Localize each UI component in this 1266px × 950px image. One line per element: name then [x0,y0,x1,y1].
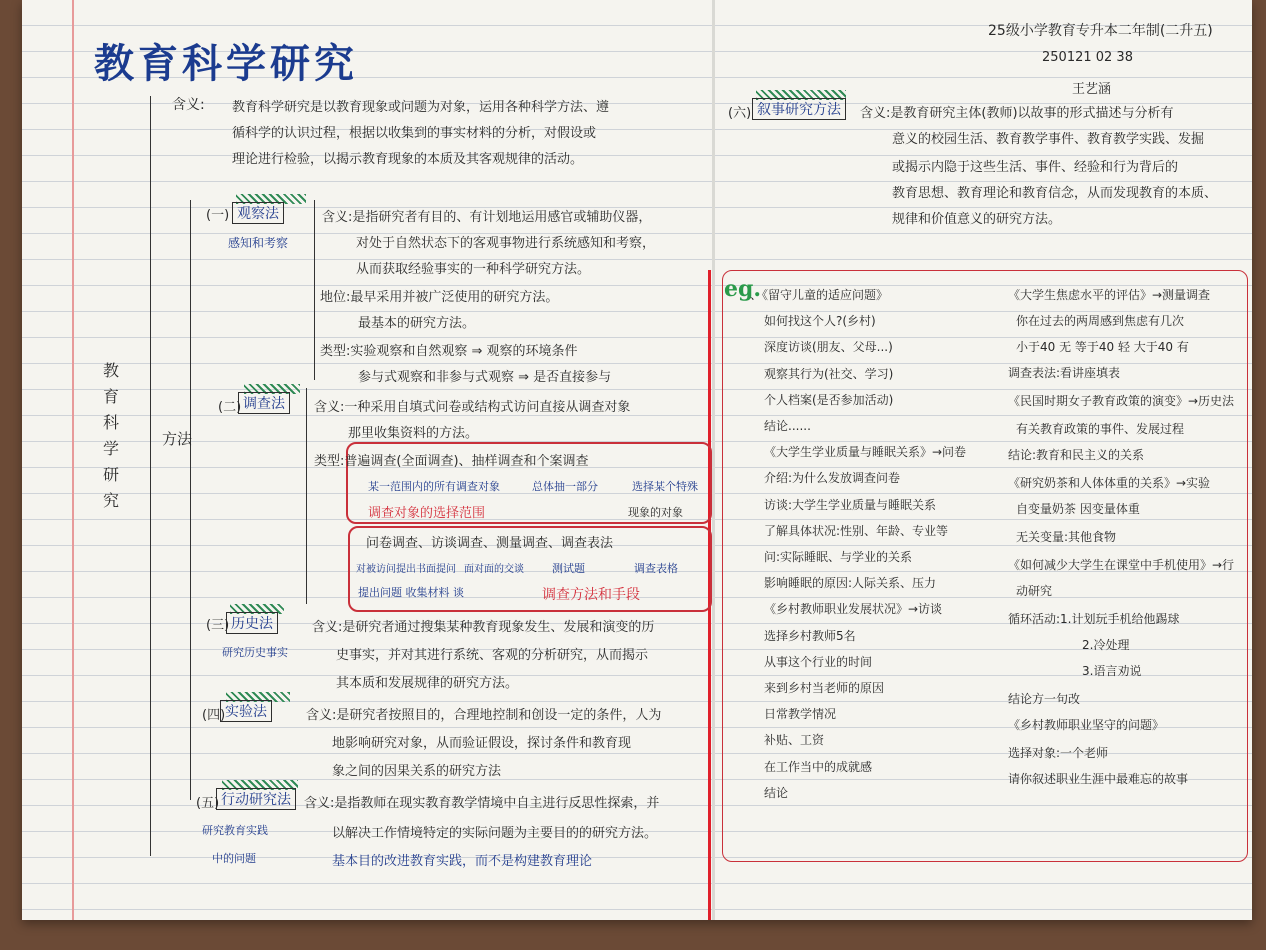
survey-note: 调查表格 [634,562,678,575]
experiment-tag: (四) [202,708,226,723]
narrative-tag: (六) [728,106,752,121]
survey-def: 那里收集资料的方法。 [348,426,479,441]
narrative-def: 或揭示内隐于这些生活、事件、经验和行为背后的 [892,160,1179,175]
example-right-line: 请你叙述职业生涯中最难忘的故事 [1008,772,1189,786]
survey-note: 总体抽一部分 [532,480,598,493]
observation-brace [314,200,315,380]
example-left-line: 深度访谈(朋友、父母...) [764,340,893,355]
definition-line: 循科学的认识过程，根据以收集到的事实材料的分析，对假设或 [232,126,597,141]
survey-note: 面对面的交谈 [464,564,524,575]
history-def: 其本质和发展规律的研究方法。 [336,676,519,691]
side-char: 教 [102,361,119,380]
narrative-def: 含义:是教育研究主体(教师)以故事的形式描述与分析有 [860,106,1174,121]
examples-label: eg. [724,276,762,302]
example-left-line: 结论 [764,785,789,800]
example-left-line: 来到乡村当老师的原因 [764,681,885,695]
history-def: 史事实，并对其进行系统、客观的分析研究，从而揭示 [336,648,649,663]
example-right-line: 小于40 无 等于40 轻 大于40 有 [1016,340,1189,354]
action-sub: 研究教育实践 [202,824,268,837]
observation-def: 含义:是指研究者有目的、有计划地运用感官或辅助仪器， [322,210,652,225]
survey-types: 问卷调查、访谈调查、测量调查、调查表法 [366,536,614,551]
example-left-line: 在工作当中的成就感 [764,759,873,774]
methods-brace [190,200,191,800]
survey-method-note: 调查方法和手段 [542,587,640,603]
experiment-heading: 实验法 [220,700,272,722]
action-def: 以解决工作情境特定的实际问题为主要目的的研究方法。 [332,826,658,841]
example-right-line: 《民国时期女子教育政策的演变》→历史法 [1008,394,1235,408]
survey-note: 现象的对象 [628,506,683,519]
example-right-line: 动研究 [1016,584,1053,598]
survey-note: 选择某个特殊 [632,480,698,493]
experiment-def: 象之间的因果关系的研究方法 [332,764,502,779]
observation-position: 地位:最早采用并被广泛使用的研究方法。 [320,290,559,305]
example-left-line: 日常教学情况 [764,707,837,722]
narrative-def: 教育思想、教育理论和教育信念，从而发现教育的本质、 [892,186,1218,201]
example-right-line: 选择对象:一个老师 [1008,746,1109,760]
example-right-line: 结论方一句改 [1008,692,1081,706]
example-left-line: 了解具体状况:性别、年龄、专业等 [764,523,949,538]
narrative-def: 意义的校园生活、教育教学事件、教育教学实践、发掘 [892,132,1205,147]
survey-types: 类型:普遍调查(全面调查)、抽样调查和个案调查 [314,454,589,469]
survey-note: 对被访问提出书面提问 [356,564,456,575]
observation-def: 从而获取经验事实的一种科学研究方法。 [356,262,591,277]
example-left-line: 结论...... [764,419,811,433]
survey-note: 某一范围内的所有调查对象 [368,480,500,493]
survey-note-red: 调查对象的选择范围 [368,506,486,521]
example-right-line: 《如何减少大学生在课堂中手机使用》→行 [1008,558,1235,572]
action-def: 含义:是指教师在现实教育教学情境中自主进行反思性探索，并 [304,796,660,811]
survey-note: 提出问题 收集材料 谈 [358,586,464,599]
example-left-line: 问:实际睡眠、与学业的关系 [764,550,913,564]
history-sub: 研究历史事实 [222,646,288,659]
action-tag: (五) [196,796,220,811]
example-left-line: 访谈:大学生学业质量与睡眠关系 [764,497,937,512]
example-left-line: 观察其行为(社交、学习) [764,366,894,381]
example-right-line: 3.语言劝说 [1082,664,1142,678]
student-name: 王艺涵 [1072,82,1112,97]
definition-line: 理论进行检验，以揭示教育现象的本质及其客观规律的活动。 [232,152,584,167]
example-left-line: 个人档案(是否参加活动) [764,392,894,407]
action-heading: 行动研究法 [216,788,296,810]
survey-note: 测试题 [552,562,585,575]
student-id: 250121 02 38 [1042,50,1133,65]
narrative-heading: 叙事研究方法 [752,98,846,120]
observation-heading: 观察法 [232,202,284,224]
example-right-line: 有关教育政策的事件、发展过程 [1016,422,1185,436]
example-right-line: 《大学生焦虑水平的评估》→测量调查 [1008,288,1211,302]
observation-types: 类型:实验观察和自然观察 ⇒ 观察的环境条件 [320,344,578,359]
side-char: 科 [102,413,119,432]
margin-line [72,0,74,920]
example-left-line: 从事这个行业的时间 [764,654,873,669]
observation-tag: (一) [206,208,230,223]
example-right-line: 你在过去的两周感到焦虑有几次 [1016,314,1185,328]
example-right-line: 循环活动:1.计划玩手机给他踢球 [1008,612,1180,626]
history-tag: (三) [206,618,230,633]
example-left-line: 补贴、工资 [764,733,825,748]
example-right-line: 结论:教育和民主义的关系 [1008,448,1145,462]
definition-label: 含义: [172,97,205,113]
example-left-line: 影响睡眠的原因:人际关系、压力 [764,576,937,591]
history-def: 含义:是研究者通过搜集某种教育现象发生、发展和演变的历 [312,620,655,635]
class-info: 25级小学教育专升本二年制(二升五) [988,23,1213,39]
page-fold [712,0,715,920]
survey-heading: 调查法 [238,392,290,414]
experiment-def: 含义:是研究者按照目的，合理地控制和创设一定的条件，人为 [306,708,662,723]
side-label [100,358,122,514]
example-left-line: 选择乡村教师5名 [764,628,856,643]
notebook-page [22,0,1252,920]
example-right-line: 调查表法:看讲座填表 [1008,366,1121,380]
example-left-line: 介绍:为什么发放调查问卷 [764,471,901,486]
main-brace [150,96,151,856]
example-left-line: 如何找这个人?(乡村) [764,314,876,329]
narrative-def: 规律和价值意义的研究方法。 [892,212,1062,227]
definition-line: 教育科学研究是以教育现象或问题为对象，运用各种科学方法、遵 [232,100,610,115]
example-left-line: 《乡村教师职业发展状况》→访谈 [764,602,943,617]
experiment-def: 地影响研究对象，从而验证假设，探讨条件和教育现 [332,736,632,751]
action-sub: 中的问题 [212,852,256,865]
side-char: 究 [102,491,119,510]
side-char: 育 [102,387,119,406]
observation-sub: 感知和考察 [228,236,289,250]
side-char: 研 [102,465,119,484]
survey-def: 含义:一种采用自填式问卷或结构式访问直接从调查对象 [314,400,631,415]
example-left-line: 《大学生学业质量与睡眠关系》→问卷 [764,445,967,460]
example-right-line: 《乡村教师职业坚守的问题》 [1008,718,1165,732]
action-def: 基本目的改进教育实践，而不是构建教育理论 [332,854,593,869]
example-right-line: 无关变量:其他食物 [1016,530,1117,544]
survey-tag: (二) [218,400,242,415]
observation-position: 最基本的研究方法。 [358,316,476,331]
history-heading: 历史法 [226,612,278,634]
side-char: 学 [102,439,119,458]
example-right-line: 自变量奶茶 因变量体重 [1016,502,1140,516]
observation-types: 参与式观察和非参与式观察 ⇒ 是否直接参与 [358,370,612,385]
page-title: 教育科学研究 [94,41,358,87]
example-right-line: 2.冷处理 [1082,638,1130,652]
example-left-line: 、《留守儿童的适应问题》 [750,288,889,302]
example-right-line: 《研究奶茶和人体体重的关系》→实验 [1008,476,1211,490]
methods-label: 方法 [162,430,193,448]
observation-def: 对处于自然状态下的客观事物进行系统感知和考察， [356,236,656,251]
survey-brace [306,388,307,604]
